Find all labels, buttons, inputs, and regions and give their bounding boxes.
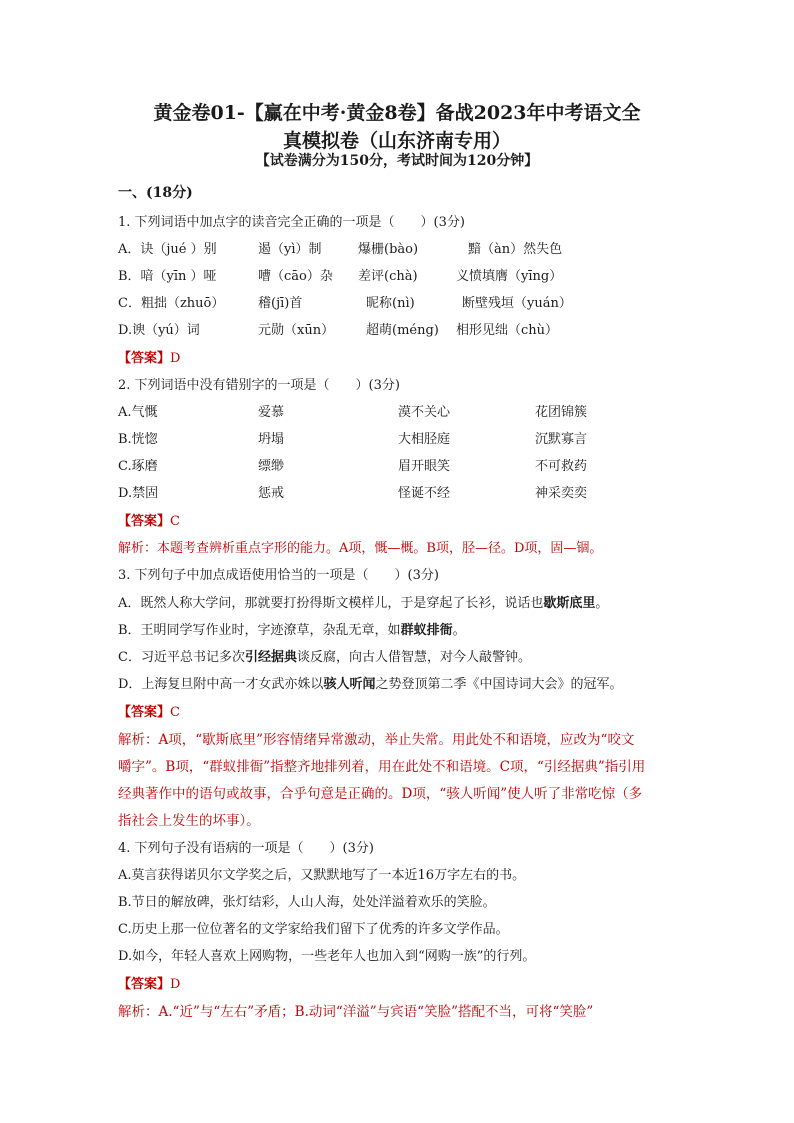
question-2-stem: 2. 下列词语中没有错别字的一项是（ ）(3分) <box>118 378 400 393</box>
q1-option-c-1: C．粗拙（zhuō） <box>118 296 225 311</box>
q2-option-b-1: B.恍惚 <box>118 432 158 447</box>
option-text: D．上海复旦附中高一才女武亦姝以 <box>118 677 324 692</box>
question-2-analysis: 解析：本题考查辨析重点字形的能力。A项，慨—概。B项，胫—径。D项，固—锢。 <box>118 541 603 556</box>
answer-value: C <box>170 514 180 529</box>
q1-option-b-1: B．喑（yīn ）哑 <box>118 269 217 284</box>
q2-option-b-3: 大相胫庭 <box>398 432 451 447</box>
q2-option-d-2: 惩戒 <box>258 486 285 501</box>
q1-option-d-3: 超萌(méng) <box>366 323 439 338</box>
dotted-idiom: 歇斯底里 <box>543 596 596 611</box>
question-2-answer <box>118 513 180 531</box>
q2-option-a-4: 花团锦簇 <box>535 405 588 420</box>
option-text: A．既然人称大学问，那就要打扮得斯文模样儿，于是穿起了长衫，说话也 <box>118 596 544 611</box>
question-3-analysis-line-1: 解析：A项，“歇斯底里”形容情绪异常激动，举止失常。用此处不和语境，应改为“咬文 <box>118 732 635 748</box>
q2-option-d-4: 神采奕奕 <box>535 486 588 501</box>
q1-option-a-3: 爆栅(bào) <box>358 242 419 257</box>
dotted-idiom: 引经据典 <box>244 650 297 665</box>
option-text: 。 <box>595 596 609 611</box>
q1-option-c-4: 断壁残垣（yuán） <box>462 296 572 311</box>
question-4-option-c: C.历史上那一位位著名的文学家给我们留下了优秀的许多文学作品。 <box>118 922 509 937</box>
q2-option-d-1: D.禁固 <box>118 486 159 501</box>
question-3-analysis-line-2: 嚼字”。B项，“群蚁排衙”指整齐地排列着，用在此处不和语境。C项，“引经据典”指引用 <box>118 759 646 775</box>
option-text: C．习近平总书记多次 <box>118 650 245 665</box>
question-3-option-c <box>118 649 531 667</box>
question-3-option-d <box>118 676 622 694</box>
question-4-option-b: B.节日的解放碑，张灯结彩，人山人海，处处洋溢着欢乐的笑脸。 <box>118 895 496 910</box>
question-3-option-a <box>118 595 608 613</box>
q2-option-a-1: A.气慨 <box>118 405 158 420</box>
question-3-analysis-line-4: 指社会上发生的坏事）。 <box>118 813 260 829</box>
exam-info: 【试卷满分为150分，考试时间为120分钟】 <box>255 153 539 169</box>
q1-option-a-4: 黯（àn）然失色 <box>468 242 563 257</box>
question-4-analysis: 解析：A.“近”与“左右”矛盾；B.动词“洋溢”与宾语“笑脸”搭配不当，可将“笑脸” <box>118 1004 594 1020</box>
answer-tag: 【答案】 <box>118 351 171 366</box>
answer-tag: 【答案】 <box>118 514 171 529</box>
q2-option-c-3: 眉开眼笑 <box>398 459 451 474</box>
question-1-answer <box>118 350 180 368</box>
question-4-option-a: A.莫言获得诺贝尔文学奖之后，又默默地写了一本近16万字左右的书。 <box>118 868 526 883</box>
q1-option-c-3: 昵称(nì) <box>366 296 415 311</box>
q1-option-a-1: A．诀（jué ）别 <box>118 242 217 257</box>
q2-option-a-2: 爱慕 <box>258 405 285 420</box>
question-3-option-b <box>118 622 466 640</box>
answer-value: D <box>170 351 181 366</box>
page-title-line-1: 黄金卷01-【赢在中考·黄金8卷】备战2023年中考语文全 <box>153 102 641 124</box>
q1-option-a-2: 遏（yì）制 <box>258 242 322 257</box>
q1-option-b-3: 差评(chà) <box>358 269 418 284</box>
question-1-stem: 1. 下列词语中加点字的读音完全正确的一项是（ ）(3分) <box>118 215 465 230</box>
answer-value: C <box>170 705 180 720</box>
q2-option-c-2: 缥缈 <box>258 459 285 474</box>
question-4-option-d: D.如今，年轻人喜欢上网购物，一些老年人也加入到“网购一族”的行列。 <box>118 949 536 964</box>
question-3-analysis-line-3: 经典著作中的语句或故事，合乎句意是正确的。D项，“骇人听闻”使人听了非常吃惊（多 <box>118 786 643 802</box>
q2-option-a-3: 漠不关心 <box>398 405 451 420</box>
option-text: 。 <box>452 623 466 638</box>
answer-tag: 【答案】 <box>118 977 171 992</box>
dotted-idiom: 骇人听闻 <box>323 677 376 692</box>
q1-option-c-2: 稽(jī)首 <box>258 296 303 311</box>
page-title-line-2: 真模拟卷（山东济南专用） <box>282 130 511 152</box>
q2-option-b-2: 坍塌 <box>258 432 285 447</box>
q2-option-b-4: 沉默寡言 <box>535 432 588 447</box>
dotted-idiom: 群蚁排衙 <box>400 623 453 638</box>
option-text: 之势登顶第二季《中国诗词大会》的冠军。 <box>375 677 623 692</box>
question-3-stem: 3. 下列句子中加点成语使用恰当的一项是（ ）(3分) <box>118 568 439 583</box>
answer-value: D <box>170 977 181 992</box>
q2-option-d-3: 怪诞不经 <box>398 486 451 501</box>
option-text: B．王明同学写作业时，字迹潦草，杂乱无章，如 <box>118 623 401 638</box>
q2-option-c-4: 不可救药 <box>535 459 588 474</box>
q2-option-c-1: C.琢磨 <box>118 459 158 474</box>
q1-option-d-2: 元勋（xūn） <box>258 323 335 338</box>
question-3-answer <box>118 704 180 722</box>
q1-option-b-2: 嘈（cāo）杂 <box>258 269 333 284</box>
q1-option-d-1: D.谀（yú）词 <box>118 323 200 338</box>
section-heading: 一、(18分) <box>118 185 193 201</box>
q1-option-d-4: 相形见绌（chù） <box>456 323 559 338</box>
q1-option-b-4: 义愤填膺（yīng） <box>456 269 563 284</box>
option-text: 谈反腐，向古人借智慧，对今人敲警钟。 <box>296 650 531 665</box>
answer-tag: 【答案】 <box>118 705 171 720</box>
question-4-stem: 4. 下列句子没有语病的一项是（ ）(3分) <box>118 841 374 856</box>
question-4-answer <box>118 976 180 994</box>
